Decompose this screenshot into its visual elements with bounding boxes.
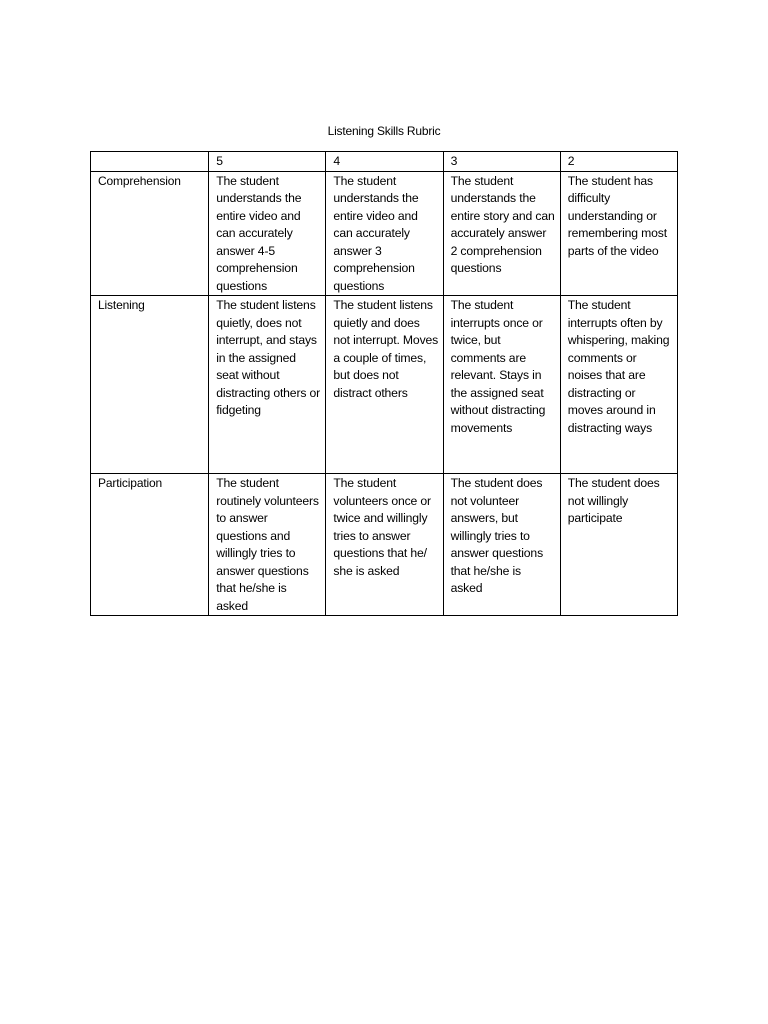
header-corner-cell xyxy=(91,152,209,172)
rubric-cell: The student interrupts often by whispering, making comments or noises that are distracting or moves around in distracting ways xyxy=(560,296,677,474)
rubric-cell: The student understands the entire video and can accurately answer 3 comprehension questions xyxy=(326,171,443,296)
rubric-cell: The student understands the entire story and can accurately answer 2 comprehension questions xyxy=(443,171,560,296)
rubric-cell: The student interrupts once or twice, but comments are relevant. Stays in the assigned seat without distracting movements xyxy=(443,296,560,474)
rubric-cell: The student listens quietly, does not interrupt, and stays in the assigned seat without distracting others or fidgeting xyxy=(209,296,326,474)
rubric-cell: The student has difficulty understanding or remembering most parts of the video xyxy=(560,171,677,296)
rubric-row-listening xyxy=(91,296,678,474)
rubric-cell: The student does not volunteer answers, but willingly tries to answer questions that he/she is asked xyxy=(443,474,560,616)
score-header-row xyxy=(91,152,678,172)
rubric-cell: The student listens quietly and does not interrupt. Moves a couple of times, but does not distract others xyxy=(326,296,443,474)
category-label: Participation xyxy=(91,474,209,616)
category-label: Comprehension xyxy=(91,171,209,296)
rubric-row-comprehension xyxy=(91,171,678,296)
rubric-cell: The student volunteers once or twice and willingly tries to answer questions that he/ she is asked xyxy=(326,474,443,616)
category-label: Listening xyxy=(91,296,209,474)
rubric-table xyxy=(90,151,678,616)
document-title: Listening Skills Rubric xyxy=(327,124,441,138)
score-header-cell: 3 xyxy=(443,152,560,172)
score-header-cell: 5 xyxy=(209,152,326,172)
score-header-cell: 4 xyxy=(326,152,443,172)
rubric-cell: The student understands the entire video and can accurately answer 4-5 comprehension questions xyxy=(209,171,326,296)
rubric-cell: The student routinely volunteers to answer questions and willingly tries to answer questions that he/she is asked xyxy=(209,474,326,616)
score-header-cell: 2 xyxy=(560,152,677,172)
rubric-cell: The student does not willingly participate xyxy=(560,474,677,616)
rubric-row-participation xyxy=(91,474,678,616)
